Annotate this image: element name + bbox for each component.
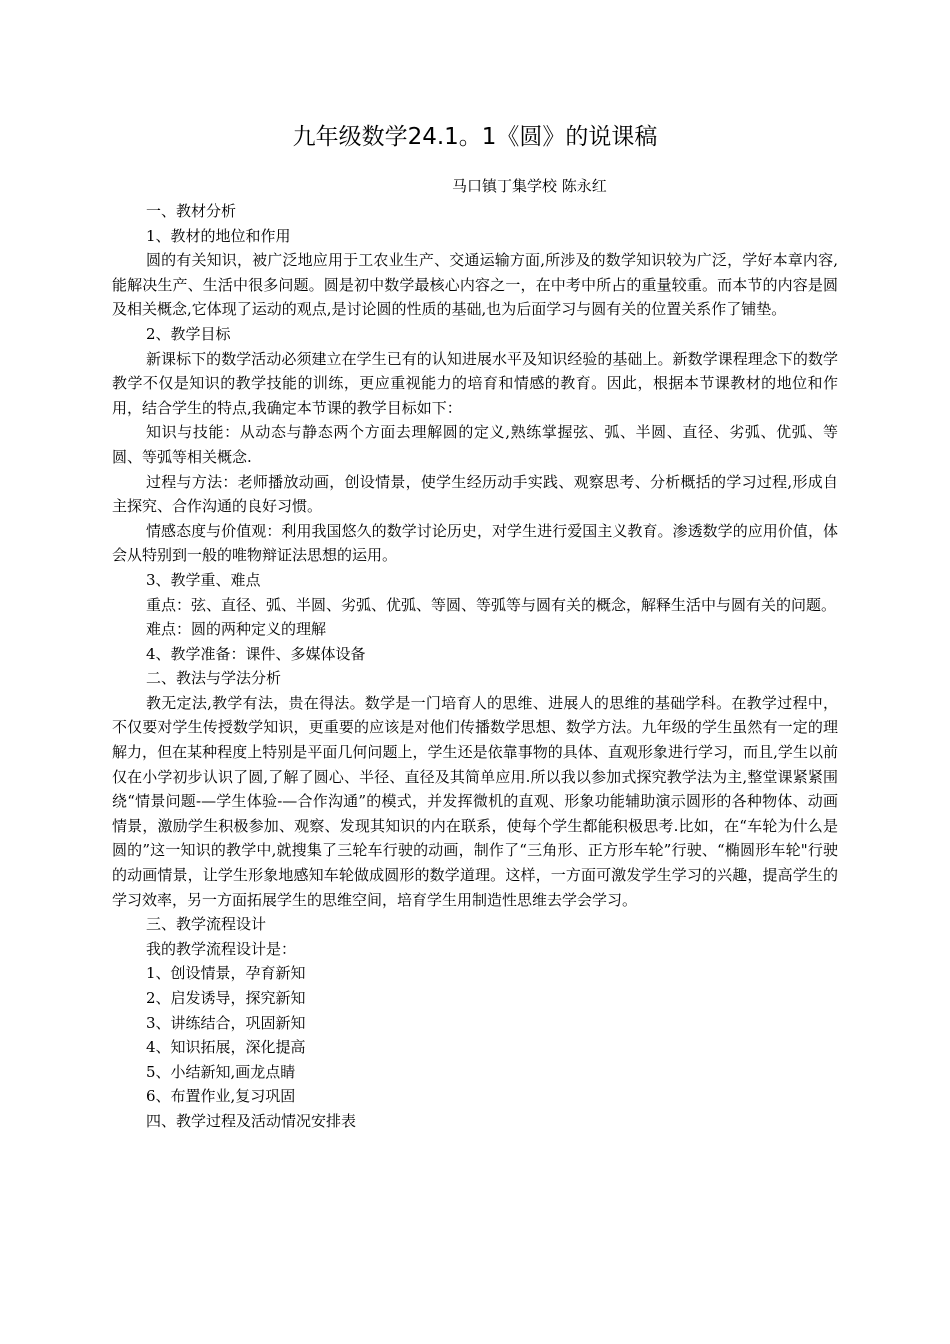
paragraph: 我的教学流程设计是： [146,939,297,958]
list-item: 4、知识拓展，深化提高 [146,1038,306,1057]
paragraph: 过程与方法：老师播放动画，创设情景，使学生经历动手实践、观察思考、分析概括的学习过程,形成自主探究、合作沟通的良好习惯。 [112,472,838,516]
author-line: 马口镇丁集学校 陈永红 [452,177,607,195]
list-item: 5、小结新知,画龙点睛 [146,1062,296,1081]
paragraph: 教无定法,教学有法，贵在得法。数学是一门培育人的思维、进展人的思维的基础学科。在教学过程中，不仅要对学生传授数学知识，更重要的应该是对他们传播数学思想、数学方法。九年级的学生虽然有一定的理解力，但在某种程度上特别是平面几何问题上，学生还是依靠事物的具体、直观形象进行学习，而且,学生以前仅在小学初步认识了圆,了解了圆心、半径、直径及其简单应用.所以我以参加式探究教学法为主,整堂课紧紧围绕“情景问题-—学生体验-—合作沟通”的模式，并发挥微机的直观、形象功能辅助演示圆形的各种物体、动画情景，激励学生积极参加、观察、发现其知识的内在联系，使每个学生都能积极思考.比如，在“车轮为什么是圆的”这一知识的教学中,就搜集了三轮车行驶的动画，制作了“三角形、正方形车轮”行驶、“椭圆形车轮"行驶的动画情景，让学生形象地感知车轮做成圆形的数学道理。这样，一方面可激发学生学习的兴趣，提高学生的学习效率，另一方面拓展学生的思维空间，培育学生用制造性思维去学会学习。 [112,693,838,909]
heading-activity-table: 四、教学过程及活动情况安排表 [146,1111,357,1130]
paragraph: 重点：弦、直径、弧、半圆、劣弧、优弧、等圆、等弧等与圆有关的概念，解释生活中与圆有关的问题。 [146,595,837,614]
list-item: 3、讲练结合，巩固新知 [146,1013,306,1032]
heading-textbook-analysis: 一、教材分析 [146,202,237,220]
heading-process-design: 三、教学流程设计 [146,915,267,934]
paragraph: 知识与技能：从动态与静态两个方面去理解圆的定义,熟练掌握弦、弧、半圆、直径、劣弧、优弧、等圆、等弧等相关概念. [112,423,838,466]
subheading-status-role: 1、教材的地位和作用 [146,226,291,245]
heading-methods-analysis: 二、教法与学法分析 [146,669,282,688]
subheading-teaching-preparation: 4、教学准备：课件、多媒体设备 [146,644,366,663]
subheading-key-difficult-points: 3、教学重、难点 [146,570,261,589]
list-item: 2、启发诱导，探究新知 [146,989,306,1007]
paragraph: 圆的有关知识，被广泛地应用于工农业生产、交通运输方面,所涉及的数学知识较为广泛，学好本章内容,能解决生产、生活中很多问题。圆是初中数学最核心内容之一，在中考中所占的重量较重。而本节的内容是圆及相关概念,它体现了运动的观点,是讨论圆的性质的基础,也为后面学习与圆有关的位置关系作了铺垫。 [112,251,838,319]
subheading-teaching-goals: 2、教学目标 [146,324,231,343]
paragraph: 新课标下的数学活动必须建立在学生已有的认知进展水平及知识经验的基础上。新数学课程理念下的数学教学不仅是知识的教学技能的训练，更应重视能力的培育和情感的教育。因此，根据本节课教材的地位和作用，结合学生的特点,我确定本节课的教学目标如下： [112,349,838,417]
document-title: 九年级数学24.1。1《圆》的说课稿 [292,124,658,150]
document-body [112,199,838,1134]
list-item: 1、创设情景，孕育新知 [146,964,306,983]
paragraph: 难点：圆的两种定义的理解 [146,620,327,639]
paragraph: 情感态度与价值观：利用我国悠久的数学讨论历史，对学生进行爱国主义教育。渗透数学的应用价值，体会从特别到一般的唯物辩证法思想的运用。 [112,521,838,565]
list-item: 6、布置作业,复习巩固 [146,1087,296,1106]
